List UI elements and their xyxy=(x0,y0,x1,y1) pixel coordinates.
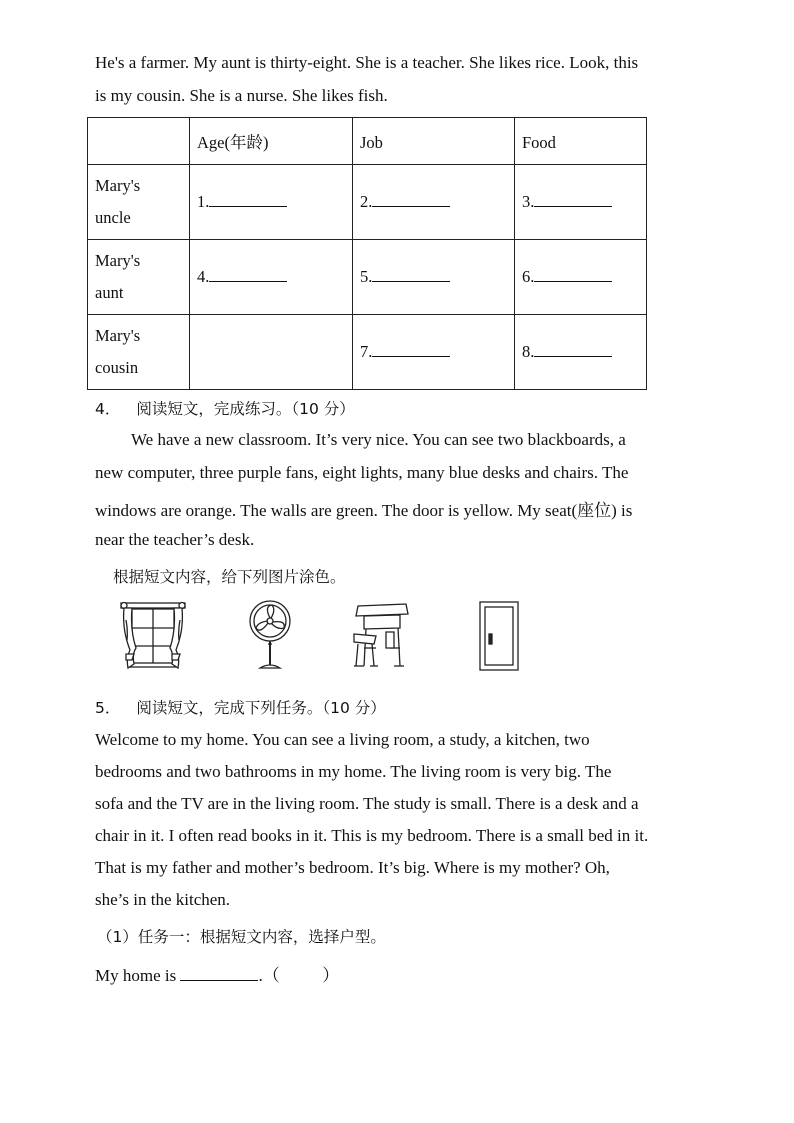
q5-passage-line: bedrooms and two bathrooms in my home. The living room is very big. The xyxy=(95,762,612,781)
table-header-cell xyxy=(88,118,190,165)
answer-cell[interactable] xyxy=(353,315,515,390)
q5-number: 5． xyxy=(95,699,121,717)
answer-blank[interactable] xyxy=(534,190,612,207)
blank-number: 8. xyxy=(522,342,535,361)
q4-instruction: 阅读短文，完成练习。（10 分） xyxy=(136,400,355,418)
q4-number: 4． xyxy=(95,400,121,418)
passage3-line-2: is my cousin. She is a nurse. She likes fish. xyxy=(95,86,388,105)
q4-task: 根据短文内容，给下列图片涂色。 xyxy=(113,568,346,586)
table-row xyxy=(88,165,647,240)
table-header-cell xyxy=(190,118,353,165)
header-job: Job xyxy=(360,133,383,152)
q4-heading xyxy=(95,397,355,419)
answer-cell[interactable] xyxy=(190,240,353,315)
answer-blank[interactable] xyxy=(534,340,612,357)
row-label xyxy=(88,240,190,315)
desk-icon[interactable] xyxy=(350,600,410,672)
q5-task1: （1）任务一：根据短文内容，选择户型。 xyxy=(97,928,386,946)
blank-number: 7. xyxy=(360,342,373,361)
fan-icon[interactable] xyxy=(246,598,296,674)
blank-number: 1. xyxy=(197,192,210,211)
blank-number: 5. xyxy=(360,267,373,286)
header-food: Food xyxy=(522,133,556,152)
blank-number: 4. xyxy=(197,267,210,286)
q5-instruction: 阅读短文，完成下列任务。（10 分） xyxy=(136,699,386,717)
q5-answer-line xyxy=(95,961,339,986)
row-label xyxy=(88,165,190,240)
table-header-cell xyxy=(353,118,515,165)
answer-blank[interactable] xyxy=(372,340,450,357)
answer-cell[interactable] xyxy=(353,165,515,240)
answer-cell[interactable] xyxy=(515,240,647,315)
q4-passage-line: near the teacher’s desk. xyxy=(95,530,255,549)
table-header-row xyxy=(88,118,647,165)
header-age: Age(年龄) xyxy=(197,133,269,152)
answer-cell[interactable] xyxy=(515,315,647,390)
answer-blank[interactable] xyxy=(209,265,287,282)
answer-blank[interactable] xyxy=(209,190,287,207)
family-info-table xyxy=(87,117,647,390)
row-label-line: aunt xyxy=(95,283,124,302)
answer-blank[interactable] xyxy=(372,265,450,282)
table-row xyxy=(88,315,647,390)
passage3-line-1: He's a farmer. My aunt is thirty-eight. She is a teacher. She likes rice. Look, this xyxy=(95,53,639,72)
door-icon[interactable] xyxy=(477,600,521,672)
answer-blank[interactable] xyxy=(180,964,258,981)
row-label-line: Mary's xyxy=(95,251,141,270)
empty-cell xyxy=(190,315,353,390)
answer-cell[interactable] xyxy=(190,165,353,240)
row-label-line: cousin xyxy=(95,358,139,377)
q5-passage-line: chair in it. I often read books in it. This is my bedroom. There is a small bed in it. xyxy=(95,826,649,845)
answer-cell[interactable] xyxy=(353,240,515,315)
window-icon[interactable] xyxy=(118,600,188,674)
answer-prefix: My home is xyxy=(95,966,177,985)
q5-passage-line: she’s in the kitchen. xyxy=(95,890,231,909)
q4-passage-line: new computer, three purple fans, eight lights, many blue desks and chairs. The xyxy=(95,463,629,482)
row-label-line: Mary's xyxy=(95,326,141,345)
table-header-cell xyxy=(515,118,647,165)
q5-passage-line: That is my father and mother’s bedroom. It’s big. Where is my mother? Oh, xyxy=(95,858,610,877)
answer-blank[interactable] xyxy=(534,265,612,282)
q4-passage-line: We have a new classroom. It’s very nice. You can see two blackboards, a xyxy=(131,430,626,449)
blank-number: 3. xyxy=(522,192,535,211)
row-label-line: Mary's xyxy=(95,176,141,195)
row-label-line: uncle xyxy=(95,208,131,227)
q5-passage-line: sofa and the TV are in the living room. The study is small. There is a desk and a xyxy=(95,794,639,813)
q4-passage-line: windows are orange. The walls are green. The door is yellow. My seat(座位) is xyxy=(95,501,633,520)
q5-passage-line: Welcome to my home. You can see a living room, a study, a kitchen, two xyxy=(95,730,590,749)
blank-number: 6. xyxy=(522,267,535,286)
row-label xyxy=(88,315,190,390)
answer-cell[interactable] xyxy=(515,165,647,240)
q5-heading xyxy=(95,696,386,718)
answer-blank[interactable] xyxy=(372,190,450,207)
blank-number: 2. xyxy=(360,192,373,211)
table-row xyxy=(88,240,647,315)
answer-suffix: .（ ） xyxy=(258,966,340,985)
